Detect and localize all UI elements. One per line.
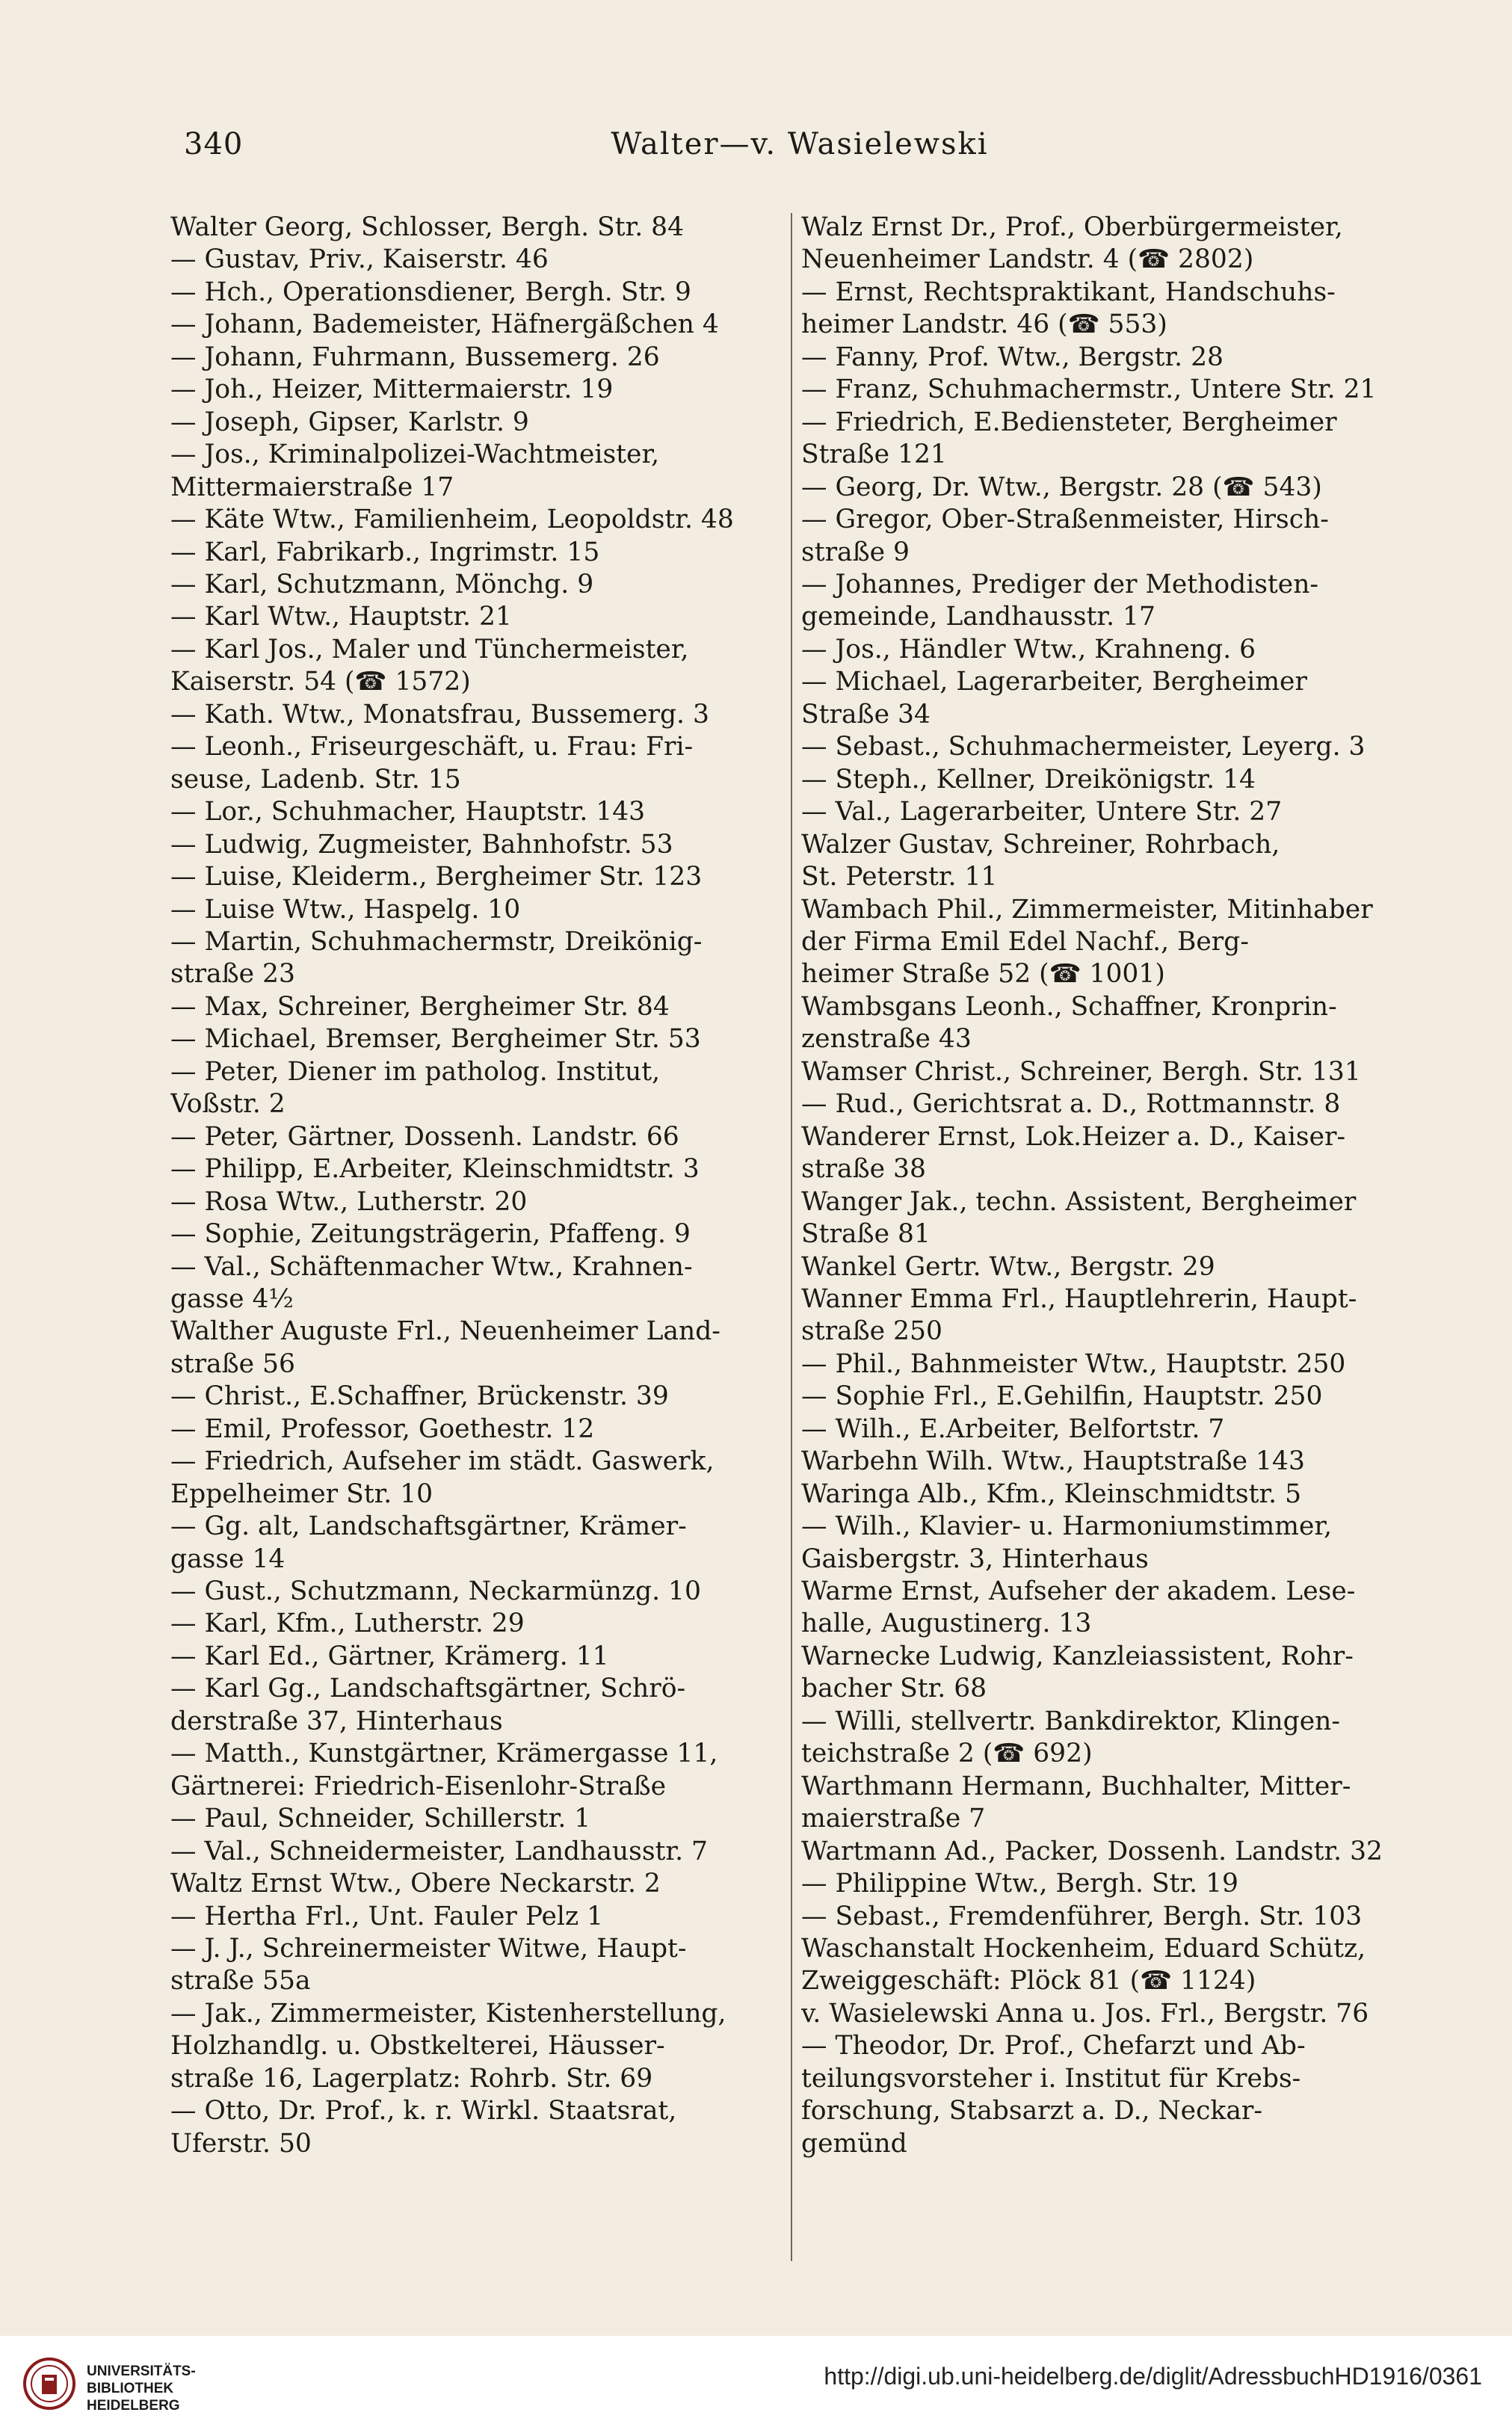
directory-entry-line: straße 38 — [801, 1154, 926, 1185]
directory-entry-line: — Leonh., Friseurgeschäft, u. Frau: Fri- — [170, 732, 694, 762]
directory-entry-line: — Karl, Kfm., Lutherstr. 29 — [170, 1609, 525, 1639]
directory-entry-line: Wankel Gertr. Wtw., Bergstr. 29 — [801, 1251, 1215, 1282]
directory-entry-line: — Luise, Kleiderm., Bergheimer Str. 123 — [170, 862, 703, 892]
directory-entry-line: — Emil, Professor, Goethestr. 12 — [170, 1413, 595, 1444]
directory-entry-line: der Firma Emil Edel Nachf., Berg- — [801, 926, 1250, 957]
page-header — [179, 127, 1420, 172]
directory-entry-line: — Matth., Kunstgärtner, Krämergasse 11, — [170, 1739, 718, 1769]
directory-entry-line: — Johannes, Prediger der Methodisten- — [801, 569, 1319, 599]
directory-entry-line: Waringa Alb., Kfm., Kleinschmidtstr. 5 — [801, 1478, 1302, 1509]
directory-entry-line: teichstraße 2 (☎ 692) — [801, 1739, 1093, 1769]
directory-entry-line: — Gustav, Priv., Kaiserstr. 46 — [170, 244, 549, 275]
directory-entry-line: Gärtnerei: Friedrich-Eisenlohr-Straße — [170, 1771, 667, 1801]
directory-entry-line: Walther Auguste Frl., Neuenheimer Land- — [170, 1316, 720, 1347]
directory-entry-line: — Karl Gg., Landschaftsgärtner, Schrö- — [170, 1674, 686, 1704]
library-logo — [22, 2357, 291, 2417]
library-seal-icon — [22, 2357, 76, 2411]
directory-entry-line: Zweiggeschäft: Plöck 81 (☎ 1124) — [801, 1966, 1256, 1996]
directory-entry-line: — Friedrich, Aufseher im städt. Gaswerk, — [170, 1446, 715, 1477]
directory-entry-line: — Johann, Fuhrmann, Bussemerg. 26 — [170, 342, 660, 372]
directory-entry-line: Straße 121 — [801, 440, 947, 470]
directory-entry-line: — Peter, Diener im patholog. Institut, — [170, 1056, 661, 1087]
column-divider — [791, 213, 792, 2261]
directory-entry-line: — Val., Schäftenmacher Wtw., Krahnen- — [170, 1251, 693, 1282]
directory-entry-line: — Willi, stellvertr. Bankdirektor, Klingen- — [801, 1706, 1341, 1736]
directory-entry-line: Wartmann Ad., Packer, Dossenh. Landstr. 32 — [801, 1836, 1383, 1866]
directory-entry-line: — Karl, Fabrikarb., Ingrimstr. 15 — [170, 537, 600, 567]
directory-entry-line: — Peter, Gärtner, Dossenh. Landstr. 66 — [170, 1121, 679, 1152]
directory-entry-line: — Joseph, Gipser, Karlstr. 9 — [170, 407, 529, 437]
source-url-link[interactable]: http://digi.ub.uni-heidelberg.de/diglit/AdressbuchHD1916/0361 — [824, 2363, 1482, 2390]
directory-entry-line: Uferstr. 50 — [170, 2128, 312, 2159]
running-head: Walter—v. Wasielewski — [611, 127, 989, 161]
directory-entry-line: Wambsgans Leonh., Schaffner, Kronprin- — [801, 991, 1337, 1022]
directory-entry-line: — Paul, Schneider, Schillerstr. 1 — [170, 1804, 591, 1834]
directory-entry-line: — Gregor, Ober-Straßenmeister, Hirsch- — [801, 505, 1329, 535]
directory-entry-line: Warme Ernst, Aufseher der akadem. Lese- — [801, 1576, 1356, 1607]
footer — [0, 2336, 1512, 2433]
directory-entry-line: Wambach Phil., Zimmermeister, Mitinhaber — [801, 894, 1373, 925]
directory-entry-line: — Sophie Frl., E.Gehilfin, Hauptstr. 250 — [801, 1381, 1323, 1412]
directory-entry-line: — Val., Schneidermeister, Landhausstr. 7 — [170, 1836, 708, 1866]
directory-entry-line: — Val., Lagerarbeiter, Untere Str. 27 — [801, 797, 1283, 827]
directory-entry-line: Walz Ernst Dr., Prof., Oberbürgermeister, — [801, 212, 1343, 242]
directory-entry-line: — Theodor, Dr. Prof., Chefarzt und Ab- — [801, 2031, 1306, 2062]
directory-entry-line: gasse 14 — [170, 1544, 286, 1574]
directory-entry-line: — Johann, Bademeister, Häfnergäßchen 4 — [170, 309, 719, 340]
directory-entry-line: Eppelheimer Str. 10 — [170, 1478, 433, 1509]
directory-entry-line: Neuenheimer Landstr. 4 (☎ 2802) — [801, 244, 1254, 275]
directory-entry-line: maierstraße 7 — [801, 1804, 986, 1834]
directory-entry-line: straße 56 — [170, 1348, 295, 1379]
directory-entry-line: Waschanstalt Hockenheim, Eduard Schütz, — [801, 1934, 1366, 1964]
directory-entry-line: Straße 81 — [801, 1219, 931, 1250]
directory-entry-line: straße 55a — [170, 1966, 311, 1996]
directory-entry-line: gemeinde, Landhausstr. 17 — [801, 602, 1155, 632]
directory-entry-line: v. Wasielewski Anna u. Jos. Frl., Bergstr. 76 — [801, 1998, 1369, 2029]
directory-entry-line: — Wilh., E.Arbeiter, Belfortstr. 7 — [801, 1413, 1225, 1444]
directory-entry-line: — Käte Wtw., Familienheim, Leopoldstr. 48 — [170, 505, 734, 535]
directory-entry-line: — Jos., Kriminalpolizei-Wachtmeister, — [170, 440, 660, 470]
directory-entry-line: forschung, Stabsarzt a. D., Neckar- — [801, 2096, 1263, 2127]
directory-entry-line: Voßstr. 2 — [170, 1089, 286, 1120]
directory-entry-line: halle, Augustinerg. 13 — [801, 1609, 1092, 1639]
directory-entry-line: heimer Straße 52 (☎ 1001) — [801, 959, 1165, 990]
directory-entry-line: — Ernst, Rechtspraktikant, Handschuhs- — [801, 277, 1336, 307]
directory-entry-line: Gaisbergstr. 3, Hinterhaus — [801, 1544, 1149, 1574]
directory-entry-line: — Sebast., Fremdenführer, Bergh. Str. 103 — [801, 1901, 1363, 1931]
directory-entry-line: Straße 34 — [801, 699, 931, 730]
directory-entry-line: — Jos., Händler Wtw., Krahneng. 6 — [801, 634, 1256, 664]
directory-entry-line: — Michael, Bremser, Bergheimer Str. 53 — [170, 1024, 701, 1055]
directory-entry-line: — Jak., Zimmermeister, Kistenherstellung, — [170, 1998, 726, 2029]
left-column — [170, 212, 776, 2160]
directory-entry-line: gemünd — [801, 2128, 907, 2159]
directory-entry-line: — Kath. Wtw., Monatsfrau, Bussemerg. 3 — [170, 699, 709, 730]
directory-entry-line: Mittermaierstraße 17 — [170, 472, 454, 502]
directory-entry-line: Warthmann Hermann, Buchhalter, Mitter- — [801, 1771, 1351, 1801]
directory-entry-line: Wanderer Ernst, Lok.Heizer a. D., Kaiser- — [801, 1121, 1346, 1152]
directory-entry-line: — Wilh., Klavier- u. Harmoniumstimmer, — [801, 1511, 1333, 1542]
directory-entry-line: Warnecke Ludwig, Kanzleiassistent, Rohr- — [801, 1641, 1354, 1671]
directory-entry-line: Wamser Christ., Schreiner, Bergh. Str. 131 — [801, 1056, 1361, 1087]
directory-entry-line: — Rud., Gerichtsrat a. D., Rottmannstr. 8 — [801, 1089, 1341, 1120]
directory-entry-line: — Rosa Wtw., Lutherstr. 20 — [170, 1186, 528, 1217]
directory-entry-line: — Martin, Schuhmachermstr, Dreikönig- — [170, 926, 703, 957]
directory-entry-line: Warbehn Wilh. Wtw., Hauptstraße 143 — [801, 1446, 1305, 1477]
directory-entry-line: — Georg, Dr. Wtw., Bergstr. 28 (☎ 543) — [801, 472, 1322, 502]
directory-entry-line: Walzer Gustav, Schreiner, Rohrbach, — [801, 829, 1280, 860]
directory-entry-line: Wanger Jak., techn. Assistent, Bergheimer — [801, 1186, 1357, 1217]
directory-entry-line: — Hch., Operationsdiener, Bergh. Str. 9 — [170, 277, 691, 307]
directory-entry-line: — Luise Wtw., Haspelg. 10 — [170, 894, 521, 925]
directory-entry-line: heimer Landstr. 46 (☎ 553) — [801, 309, 1167, 340]
directory-entry-line: Waltz Ernst Wtw., Obere Neckarstr. 2 — [170, 1869, 661, 1899]
directory-entry-line: — Karl Jos., Maler und Tünchermeister, — [170, 634, 689, 664]
directory-entry-line: — Gust., Schutzmann, Neckarmünzg. 10 — [170, 1576, 701, 1607]
directory-entry-line: — Otto, Dr. Prof., k. r. Wirkl. Staatsrat, — [170, 2096, 677, 2127]
directory-entry-line: — Gg. alt, Landschaftsgärtner, Krämer- — [170, 1511, 687, 1542]
directory-entry-line: — Max, Schreiner, Bergheimer Str. 84 — [170, 991, 670, 1022]
directory-entry-line: Kaiserstr. 54 (☎ 1572) — [170, 667, 471, 697]
directory-entry-line: — J. J., Schreinermeister Witwe, Haupt- — [170, 1934, 687, 1964]
directory-entry-line: Holzhandlg. u. Obstkelterei, Häusser- — [170, 2031, 665, 2062]
directory-entry-line: bacher Str. 68 — [801, 1674, 987, 1704]
right-column — [801, 212, 1407, 2160]
directory-entry-line: seuse, Ladenb. Str. 15 — [170, 764, 461, 795]
directory-entry-line: — Hertha Frl., Unt. Fauler Pelz 1 — [170, 1901, 604, 1931]
directory-entry-line: gasse 4½ — [170, 1283, 294, 1314]
directory-entry-line: straße 250 — [801, 1316, 942, 1347]
directory-entry-line: — Joh., Heizer, Mittermaierstr. 19 — [170, 374, 614, 405]
directory-entry-line: — Karl Ed., Gärtner, Krämerg. 11 — [170, 1641, 609, 1671]
page-number: 340 — [184, 127, 244, 161]
directory-entry-line: — Christ., E.Schaffner, Brückenstr. 39 — [170, 1381, 669, 1412]
directory-entry-line: — Lor., Schuhmacher, Hauptstr. 143 — [170, 797, 646, 827]
directory-entry-line: — Phil., Bahnmeister Wtw., Hauptstr. 250 — [801, 1348, 1346, 1379]
directory-entry-line: — Franz, Schuhmachermstr., Untere Str. 21 — [801, 374, 1377, 405]
directory-entry-line: — Philippine Wtw., Bergh. Str. 19 — [801, 1869, 1239, 1899]
directory-entry-line: straße 16, Lagerplatz: Rohrb. Str. 69 — [170, 2063, 653, 2094]
directory-entry-line: — Fanny, Prof. Wtw., Bergstr. 28 — [801, 342, 1224, 372]
directory-entry-line: — Ludwig, Zugmeister, Bahnhofstr. 53 — [170, 829, 673, 860]
directory-entry-line: — Karl, Schutzmann, Mönchg. 9 — [170, 569, 594, 599]
directory-entry-line: — Steph., Kellner, Dreikönigstr. 14 — [801, 764, 1256, 795]
directory-entry-line: zenstraße 43 — [801, 1024, 972, 1055]
directory-entry-line: — Karl Wtw., Hauptstr. 21 — [170, 602, 512, 632]
library-name: UNIVERSITÄTS- BIBLIOTHEK HEIDELBERG — [87, 2363, 196, 2414]
directory-entry-line: Wanner Emma Frl., Hauptlehrerin, Haupt- — [801, 1283, 1357, 1314]
directory-entry-line: — Philipp, E.Arbeiter, Kleinschmidtstr. 3 — [170, 1154, 700, 1185]
directory-entry-line: straße 9 — [801, 537, 910, 567]
directory-entry-line: — Michael, Lagerarbeiter, Bergheimer — [801, 667, 1307, 697]
directory-entry-line: — Sebast., Schuhmachermeister, Leyerg. 3 — [801, 732, 1366, 762]
directory-entry-line: straße 23 — [170, 959, 295, 990]
directory-entry-line: St. Peterstr. 11 — [801, 862, 998, 892]
directory-entry-line: derstraße 37, Hinterhaus — [170, 1706, 503, 1736]
directory-entry-line: teilungsvorsteher i. Institut für Krebs- — [801, 2063, 1301, 2094]
directory-entry-line: — Sophie, Zeitungsträgerin, Pfaffeng. 9 — [170, 1219, 691, 1250]
directory-entry-line: — Friedrich, E.Bediensteter, Bergheimer — [801, 407, 1337, 437]
directory-entry-line: Walter Georg, Schlosser, Bergh. Str. 84 — [170, 212, 685, 242]
